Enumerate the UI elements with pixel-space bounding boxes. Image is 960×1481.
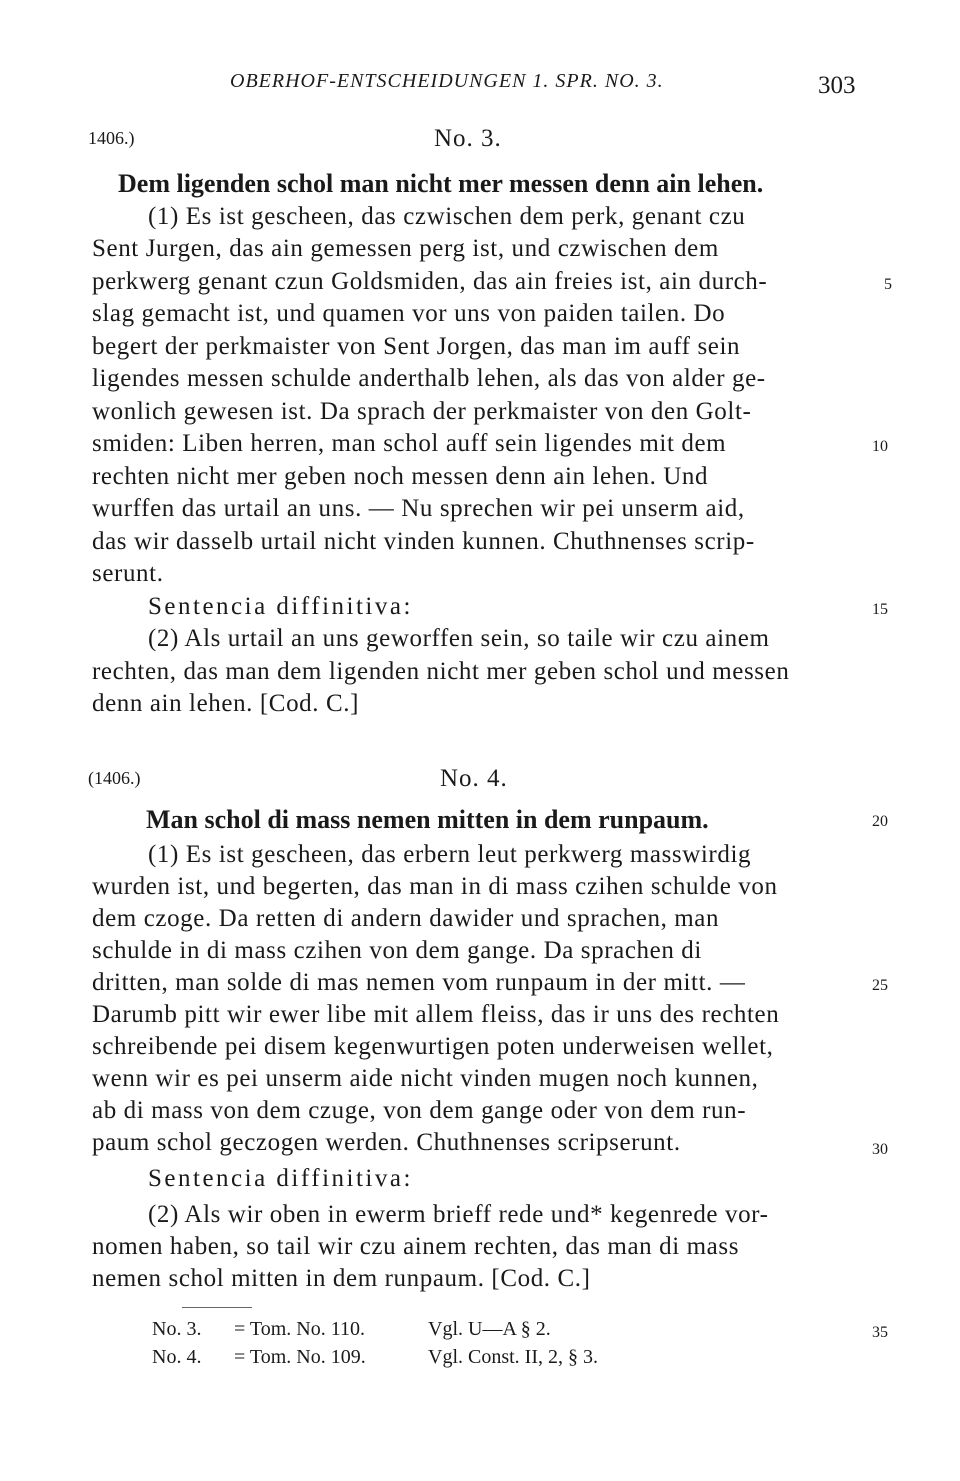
doc3-line: (2) Als urtail an uns geworffen sein, so taile wir czu ainem [148, 625, 770, 652]
doc4-line: paum schol geczogen werden. Chuthnenses scripserunt. [92, 1129, 681, 1156]
doc4-line: (1) Es ist gescheen, das erbern leut perkwerg masswirdig [148, 841, 752, 868]
footnote-eq: = Tom. No. 110. [234, 1318, 365, 1340]
doc4-number: No. 4. [440, 765, 508, 792]
doc3-sentencia: Sentencia diffinitiva: [148, 593, 413, 620]
doc4-line: wenn wir es pei unserm aide nicht vinden mugen noch kunnen, [92, 1065, 759, 1092]
doc3-line: smiden: Liben herren, man schol auff sein ligendes mit dem [92, 430, 727, 457]
footnote-ref: Vgl. Const. II, 2, § 3. [428, 1346, 598, 1368]
doc3-line: perkwerg genant czun Goldsmiden, das ain freies ist, ain durch- [92, 268, 768, 295]
line-number: 15 [872, 601, 888, 618]
doc4-line: schreibende pei disem kegenwurtigen poten underweisen wellet, [92, 1033, 774, 1060]
doc4-line: ab di mass von dem czuge, von dem gange oder von dem run- [92, 1097, 747, 1124]
line-number: 30 [872, 1141, 888, 1158]
doc4-line: Darumb pitt wir ewer libe mit allem fleiss, das ir uns des rechten [92, 1001, 780, 1028]
doc3-line: denn ain lehen. [Cod. C.] [92, 690, 360, 717]
footnote-no: No. 4. [152, 1346, 202, 1368]
doc3-date: 1406.) [88, 128, 135, 148]
footnote-eq: = Tom. No. 109. [234, 1346, 366, 1368]
line-number: 35 [872, 1324, 888, 1341]
doc3-line: das wir dasselb urtail nicht vinden kunnen. Chuthnenses scrip- [92, 528, 755, 555]
doc4-line: wurden ist, und begerten, das man in di mass czihen schulde von [92, 873, 778, 900]
line-number: 10 [872, 438, 888, 455]
doc3-line: slag gemacht ist, und quamen vor uns von paiden tailen. Do [92, 300, 726, 327]
doc3-line: wurffen das urtail an uns. — Nu sprechen wir pei unserm aid, [92, 495, 745, 522]
doc4-heading: Man schol di mass nemen mitten in dem runpaum. [146, 805, 709, 834]
doc4-line: (2) Als wir oben in ewerm brieff rede und* kegenrede vor- [148, 1201, 769, 1228]
doc4-line: nemen schol mitten in dem runpaum. [Cod. C.] [92, 1265, 591, 1292]
page-number: 303 [818, 72, 856, 99]
line-number: 5 [884, 276, 892, 293]
doc3-number: No. 3. [434, 125, 502, 152]
footnote-no: No. 3. [152, 1318, 202, 1340]
doc4-line: nomen haben, so tail wir czu ainem rechten, das man di mass [92, 1233, 740, 1260]
doc3-line: Sent Jurgen, das ain gemessen perg ist, und czwischen dem [92, 235, 719, 262]
doc3-line: (1) Es ist gescheen, das czwischen dem perk, genant czu [148, 203, 746, 230]
doc3-line: ligendes messen schulde anderthalb lehen, als das von alder ge- [92, 365, 766, 392]
doc4-date: (1406.) [88, 768, 141, 788]
doc3-line: wonlich gewesen ist. Da sprach der perkmaister von den Golt- [92, 398, 752, 425]
line-number: 25 [872, 977, 888, 994]
doc3-line: rechten, das man dem ligenden nicht mer geben schol und messen [92, 658, 790, 685]
doc3-line: serunt. [92, 560, 164, 587]
doc4-line: schulde in di mass czihen von dem gange. Da sprachen di [92, 937, 702, 964]
doc3-heading: Dem ligenden schol man nicht mer messen denn ain lehen. [118, 169, 764, 198]
doc3-line: begert der perkmaister von Sent Jorgen, das man im auff sein [92, 333, 741, 360]
line-number: 20 [872, 813, 888, 830]
doc4-line: dem czoge. Da retten di andern dawider und sprachen, man [92, 905, 720, 932]
doc4-sentencia: Sentencia diffinitiva: [148, 1165, 413, 1192]
doc3-line: rechten nicht mer geben noch messen denn ain lehen. Und [92, 463, 709, 490]
footnote-ref: Vgl. U—A § 2. [428, 1318, 551, 1340]
running-title: OBERHOF-ENTSCHEIDUNGEN 1. SPR. NO. 3. [230, 70, 664, 92]
footnote-rule [182, 1307, 252, 1308]
doc4-line: dritten, man solde di mas nemen vom runpaum in der mitt. — [92, 969, 746, 996]
